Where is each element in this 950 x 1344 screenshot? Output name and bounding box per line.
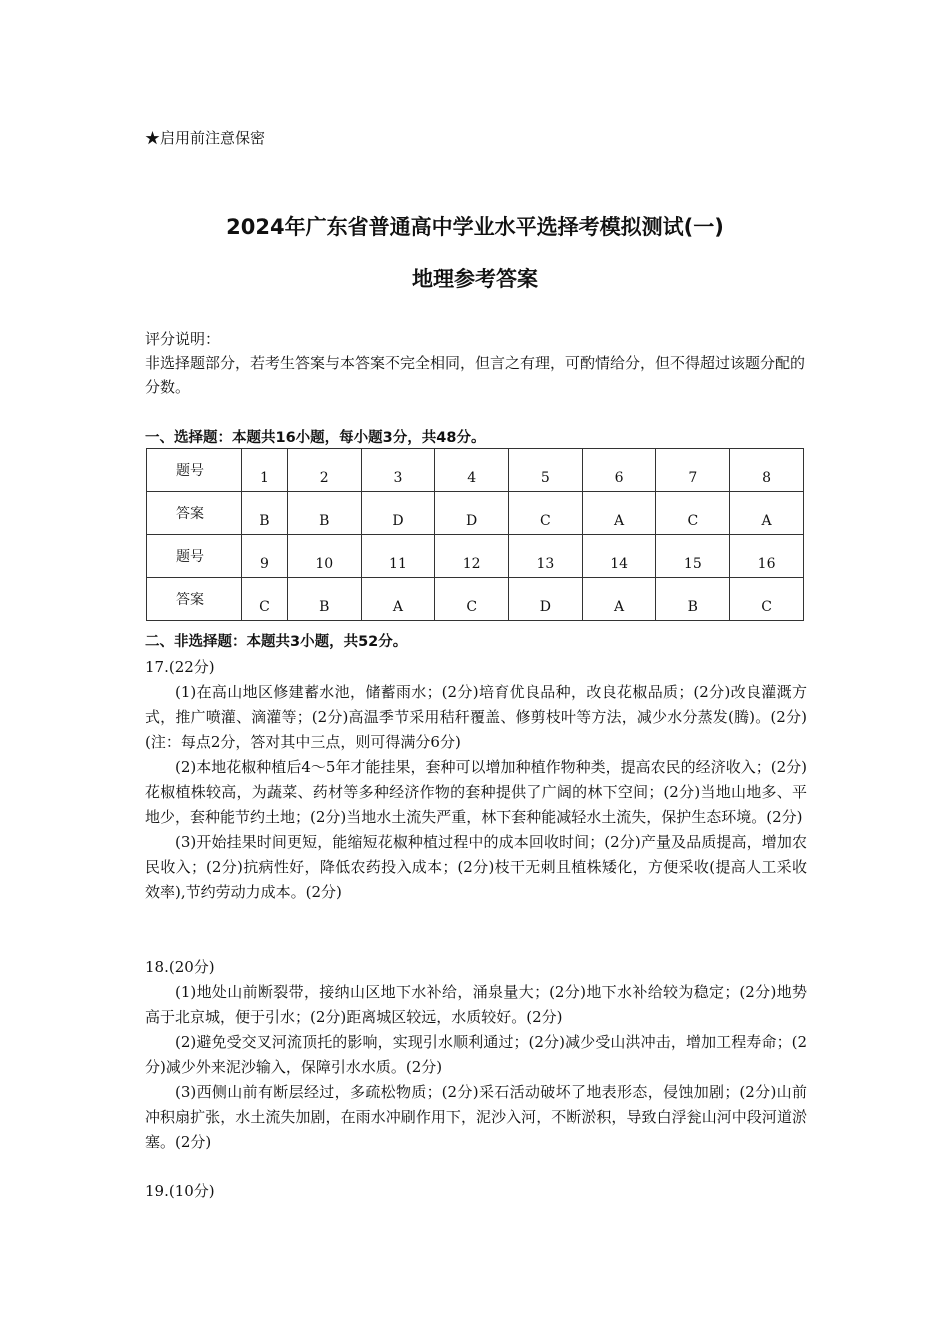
question-18-part-3: (3)西侧山前有断层经过，多疏松物质；(2分)采石活动破坏了地表形态，侵蚀加剧；(2分)山前冲积扇扩张，水土流失加剧，在雨水冲刷作用下，泥沙入河，不断淤积，导致白浮瓮山河中段河道淤塞。(2分) (145, 1083, 807, 1151)
answer-cell: B (656, 578, 730, 621)
row-label-number: 题号 (147, 449, 242, 492)
question-number: 3 (361, 449, 435, 492)
confidential-notice: ★启用前注意保密 (145, 129, 266, 147)
question-17-part-2: (2)本地花椒种植后4～5年才能挂果，套种可以增加种植作物种类，提高农民的经济收入；(2分)花椒植株较高，为蔬菜、药材等多种经济作物的套种提供了广阔的林下空间；(2分)当地山地多、平地少，套种能节约土地；(2分)当地水土流失严重，林下套种能减轻水土流失，保护生态环境。(2分) (145, 758, 807, 826)
question-number: 1 (242, 449, 288, 492)
answer-cell: C (435, 578, 509, 621)
answer-cell: C (730, 578, 804, 621)
document-subtitle: 地理参考答案 (412, 267, 538, 291)
row-label-answer: 答案 (147, 578, 242, 621)
question-number: 6 (582, 449, 656, 492)
question-number: 12 (435, 535, 509, 578)
table-row-answers-2 (147, 578, 804, 621)
table-row-answers-1 (147, 492, 804, 535)
answer-cell: A (582, 492, 656, 535)
document-title: 2024年广东省普通高中学业水平选择考模拟测试(一) (226, 215, 724, 239)
question-number: 8 (730, 449, 804, 492)
answer-cell: C (656, 492, 730, 535)
question-number: 7 (656, 449, 730, 492)
question-number: 2 (287, 449, 361, 492)
question-18-part-2: (2)避免受交叉河流顶托的影响，实现引水顺利通过；(2分)减少受山洪冲击，增加工程寿命；(2分)减少外来泥沙输入，保障引水水质。(2分) (145, 1033, 807, 1076)
answer-cell: C (509, 492, 583, 535)
row-label-answer: 答案 (147, 492, 242, 535)
answer-cell: A (582, 578, 656, 621)
table-row-numbers-1 (147, 449, 804, 492)
question-19 (145, 1179, 807, 1204)
row-label-number: 题号 (147, 535, 242, 578)
answer-cell: B (287, 578, 361, 621)
answer-cell: A (730, 492, 804, 535)
question-number: 9 (242, 535, 288, 578)
question-19-heading: 19.(10分) (145, 1182, 215, 1200)
answer-cell: D (509, 578, 583, 621)
question-18 (145, 955, 807, 1155)
scoring-notes (145, 327, 807, 399)
section1-title: 一、选择题：本题共16小题，每小题3分，共48分。 (145, 430, 486, 446)
question-number: 16 (730, 535, 804, 578)
question-number: 10 (287, 535, 361, 578)
question-17-part-1: (1)在高山地区修建蓄水池，储蓄雨水；(2分)培育优良品种，改良花椒品质；(2分)改良灌溉方式，推广喷灌、滴灌等；(2分)高温季节采用秸秆覆盖、修剪枝叶等方法，减少水分蒸发(腾)。(2分)(注：每点2分，答对其中三点，则可得满分6分) (145, 683, 807, 751)
section2-title: 二、非选择题：本题共3小题，共52分。 (145, 634, 408, 650)
question-number: 13 (509, 535, 583, 578)
question-number: 15 (656, 535, 730, 578)
answer-cell: B (287, 492, 361, 535)
question-18-part-1: (1)地处山前断裂带，接纳山区地下水补给，涌泉量大；(2分)地下水补给较为稳定；(2分)地势高于北京城，便于引水；(2分)距离城区较远，水质较好。(2分) (145, 983, 807, 1026)
scoring-notes-text: 非选择题部分，若考生答案与本答案不完全相同，但言之有理，可酌情给分，但不得超过该题分配的分数。 (145, 354, 806, 396)
answer-cell: C (242, 578, 288, 621)
answer-table (146, 448, 804, 621)
question-number: 4 (435, 449, 509, 492)
question-number: 14 (582, 535, 656, 578)
answer-cell: D (435, 492, 509, 535)
question-17-heading: 17.(22分) (145, 658, 215, 676)
answer-cell: B (242, 492, 288, 535)
answer-cell: D (361, 492, 435, 535)
question-18-heading: 18.(20分) (145, 958, 215, 976)
answer-cell: A (361, 578, 435, 621)
scoring-notes-heading: 评分说明： (145, 330, 221, 348)
question-number: 5 (509, 449, 583, 492)
question-number: 11 (361, 535, 435, 578)
table-row-numbers-2 (147, 535, 804, 578)
question-17 (145, 655, 807, 905)
question-17-part-3: (3)开始挂果时间更短，能缩短花椒种植过程中的成本回收时间；(2分)产量及品质提高，增加农民收入；(2分)抗病性好，降低农药投入成本；(2分)枝干无刺且植株矮化，方便采收(提高人工采收效率),节约劳动力成本。(2分) (145, 833, 807, 901)
